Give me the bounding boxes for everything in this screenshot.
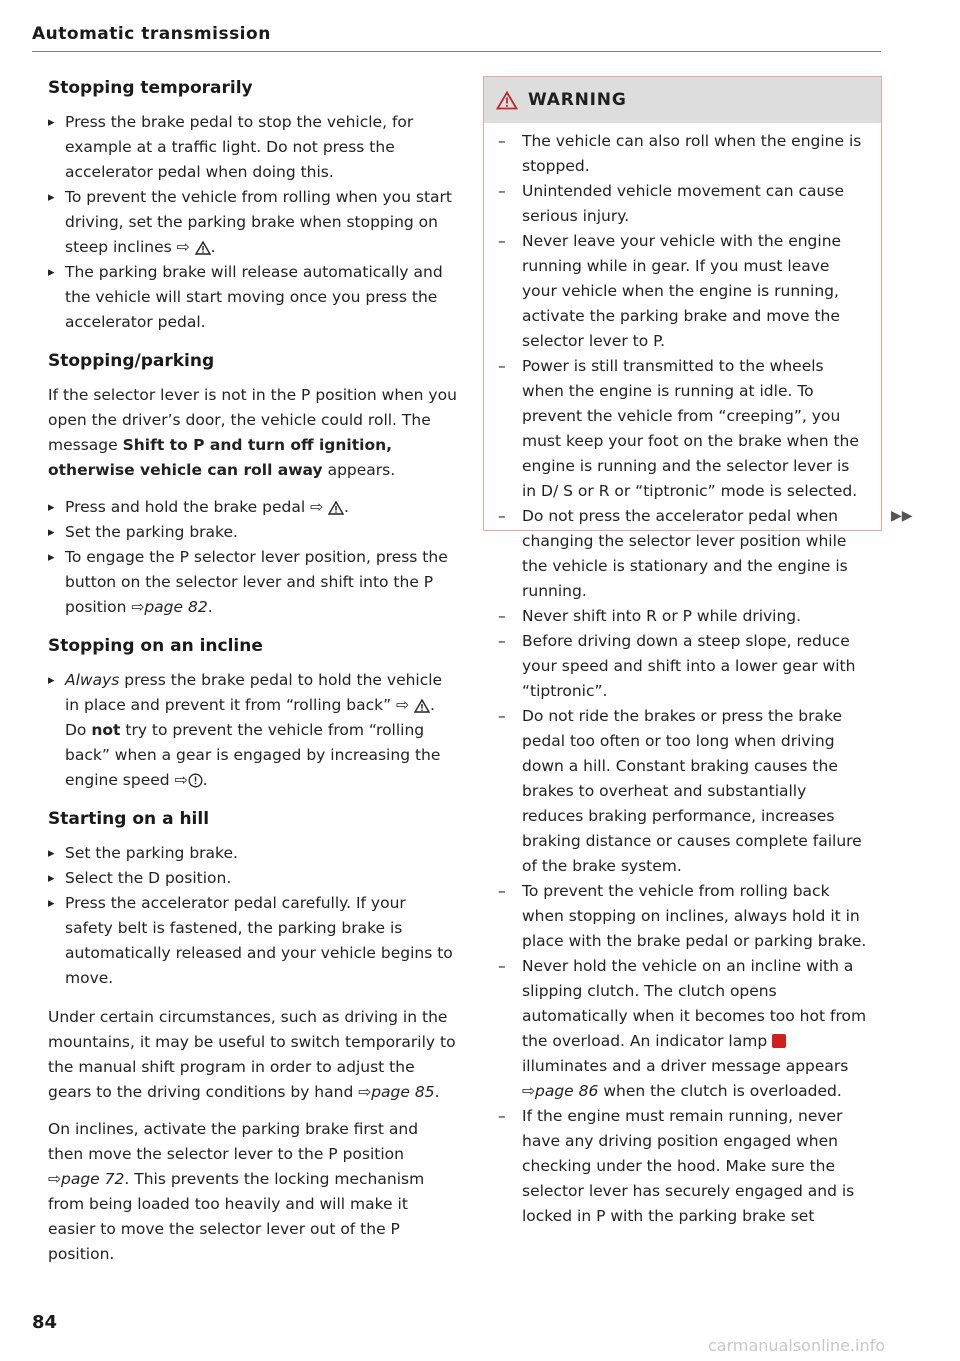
heading-starting-on-hill: Starting on a hill [48, 809, 210, 829]
list-item: – If the engine must remain running, never have any driving position engaged when checking under the hood. Make sure the selector lever has securely engaged and is locked in P with the parking brake set [498, 1104, 867, 1229]
item-text: when the clutch is overloaded. [603, 1082, 842, 1100]
list-item: ▸ Press and hold the brake pedal ⇨ . [48, 495, 458, 520]
page-ref: page 82 [144, 598, 208, 616]
page-ref-link[interactable] [48, 1170, 124, 1188]
warning-box [483, 76, 882, 1225]
section-starting-on-hill [48, 807, 458, 1267]
page-ref-link[interactable] [522, 1082, 598, 1100]
page-ref: page 86 [535, 1082, 599, 1100]
list-item: ▸ Always press the brake pedal to hold the vehicle in place and prevent it from “rolling back” ⇨ . Do not try to prevent the vehicle from “rolling back” when a gear is engaged by increasing the engine speed ⇨ . [48, 668, 458, 793]
list-item: – Never leave your vehicle with the engine running while in gear. If you must leave your vehicle when the engine is running, activate the parking brake and move the selector lever to P. [498, 229, 867, 354]
warning-ref-link[interactable] [177, 238, 211, 256]
page-ref: page 85 [371, 1083, 435, 1101]
heading-stopping-temporarily: Stopping temporarily [48, 78, 253, 98]
item-text: Set the parking brake. [65, 844, 238, 862]
arrow-icon: ⇨ [48, 1170, 61, 1188]
item-text: illuminates and a driver message appears [522, 1057, 849, 1075]
warning-list [484, 129, 881, 1229]
list-item: – Before driving down a steep slope, reduce your speed and shift into a lower gear with “tiptronic”. [498, 629, 867, 704]
list-item [48, 110, 458, 185]
paragraph [48, 383, 458, 483]
note-circle-icon [188, 773, 203, 788]
list-item: – Power is still transmitted to the wheels when the engine is running at idle. To prevent the vehicle from “creeping”, you must keep your foot on the brake when the engine is running and the selector lever is in D/ S or R or “tiptronic” mode is selected. [498, 354, 867, 504]
bullet-list [48, 495, 458, 620]
list-item: ▸ To engage the P selector lever position, press the button on the selector lever and shift into the P position ⇨page 82. [48, 545, 458, 620]
heading-stopping-on-incline: Stopping on an incline [48, 636, 263, 656]
item-text: To engage the P selector lever position, press the button on the selector lever and shift into the P position [65, 548, 448, 616]
warning-header [484, 77, 881, 123]
note-ref-link[interactable] [175, 771, 203, 789]
list-item [48, 866, 458, 891]
header-divider [32, 51, 881, 52]
text: On inclines, activate the parking brake first and then move the selector lever to the P position [48, 1120, 419, 1163]
page-ref: page 72 [61, 1170, 125, 1188]
paragraph [48, 1117, 458, 1267]
list-item: – Do not ride the brakes or press the brake pedal too often or too long when driving down a hill. Constant braking causes the brakes to overheat and substantially reduces braking performance, increases braking distance or causes complete failure of the brake system. [498, 704, 867, 879]
paragraph: Under certain circumstances, such as driving in the mountains, it may be useful to switch temporarily to the manual shift program in order to adjust the gears to the driving conditions by hand ⇨page 85. [48, 1008, 456, 1101]
section-stopping-on-incline [48, 634, 458, 793]
item-text: To prevent the vehicle from rolling when you start driving, set the parking brake when stopping on steep inclines [65, 188, 453, 256]
item-text: press the brake pedal to hold the vehicle in place and prevent it from “rolling back” [65, 671, 443, 714]
arrow-icon: ⇨ [131, 598, 145, 616]
item-text: Select the D position. [65, 869, 232, 887]
section-stopping-parking [48, 349, 458, 620]
list-item: – Do not press the accelerator pedal when changing the selector lever position while the vehicle is stationary and the engine is running. [498, 504, 867, 604]
item-text: Never hold the vehicle on an incline with a slipping clutch. The clutch opens automatically when it becomes too hot from the overload. An indicator lamp [522, 957, 867, 1050]
arrow-icon: ⇨ [522, 1082, 535, 1100]
warning-triangle-icon [414, 699, 430, 713]
list-item [48, 260, 458, 335]
arrow-icon: ⇨ [396, 696, 410, 714]
section-header: Automatic transmission [32, 24, 271, 44]
page-ref-link[interactable] [358, 1083, 434, 1101]
item-text: Set the parking brake. [65, 523, 238, 541]
item-text: The parking brake will release automatically and the vehicle will start moving once you press the accelerator pedal. [65, 263, 443, 331]
arrow-icon: ⇨ [176, 238, 190, 256]
list-item: – Unintended vehicle movement can cause serious injury. [498, 179, 867, 229]
continue-arrow-icon: ▶▶ [891, 508, 913, 524]
emphasis: Always [65, 671, 120, 689]
item-text: try to prevent the vehicle from “rolling back” when a gear is engaged by increasing the engine speed [65, 721, 441, 789]
warning-triangle-icon [328, 501, 344, 515]
bullet-list [48, 668, 458, 793]
list-item [48, 520, 458, 545]
item-text: Press the accelerator pedal carefully. If your safety belt is fastened, the parking brake is automatically released and your vehicle begins to move. [65, 894, 453, 987]
warning-title: WARNING [528, 90, 627, 110]
warning-ref-link[interactable] [396, 696, 430, 714]
bullet-list [48, 110, 458, 335]
warning-triangle-icon [496, 91, 518, 110]
text: appears. [322, 461, 396, 479]
heading-stopping-parking: Stopping/parking [48, 351, 215, 371]
arrow-icon: ⇨ [174, 771, 188, 789]
indicator-lamp-icon [772, 1034, 786, 1048]
list-item: – To prevent the vehicle from rolling back when stopping on inclines, always hold it in place with the brake pedal or parking brake. [498, 879, 867, 954]
text: Under certain circumstances, such as driving in the mountains, it may be useful to switch temporarily to the manual shift program in order to adjust the gears to the driving conditions by hand [48, 1008, 456, 1101]
watermark: carmanualsonline.info [708, 1336, 886, 1355]
bullet-list [48, 841, 458, 991]
section-stopping-temporarily [48, 76, 458, 335]
text: . This prevents the locking mechanism from being loaded too heavily and will make it easier to move the selector lever out of the P position. [48, 1170, 425, 1263]
arrow-icon: ⇨ [358, 1083, 372, 1101]
page-number: 84 [32, 1312, 58, 1333]
list-item: – Never shift into R or P while driving. [498, 604, 867, 629]
list-item: – The vehicle can also roll when the engine is stopped. [498, 129, 867, 179]
list-item [498, 954, 867, 1104]
item-text: Press and hold the brake pedal [65, 498, 306, 516]
list-item: ▸ To prevent the vehicle from rolling when you start driving, set the parking brake when stopping on steep inclines ⇨ . [48, 185, 458, 260]
list-item [48, 891, 458, 991]
page-ref-link[interactable] [131, 598, 207, 616]
left-column [48, 76, 458, 1279]
warning-triangle-icon [195, 241, 211, 255]
item-text: . Do [65, 696, 435, 739]
item-text: Press the brake pedal to stop the vehicle, for example at a traffic light. Do not press the accelerator pedal when doing this. [65, 113, 414, 181]
driver-message: Shift to P and turn off ignition, otherwise vehicle can roll away [48, 436, 393, 479]
emphasis-bold: not [91, 721, 121, 739]
arrow-icon: ⇨ [310, 498, 324, 516]
text: If the selector lever is not in the P position when you open the driver’s door, the vehicle could roll. The message [48, 386, 457, 454]
list-item [48, 841, 458, 866]
warning-ref-link[interactable] [310, 498, 344, 516]
